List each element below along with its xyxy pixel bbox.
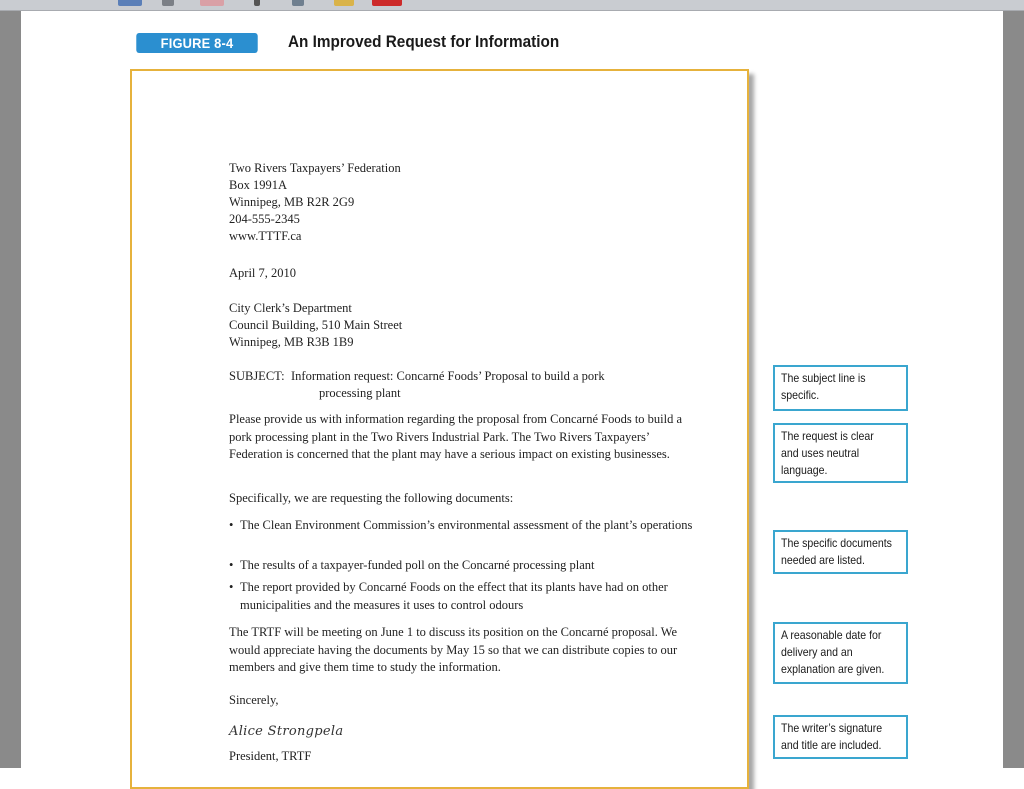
bullet-marker: • xyxy=(229,580,234,594)
bullet-marker: • xyxy=(229,518,234,532)
subject-label: SUBJECT: xyxy=(229,369,285,383)
bullet-marker: • xyxy=(229,558,234,572)
toolbar-blue-icon[interactable] xyxy=(118,0,142,6)
toolbar-red-icon[interactable] xyxy=(372,0,402,6)
sender-line: Box 1991A xyxy=(229,178,287,192)
note-line: explanation are given. xyxy=(781,662,885,676)
note-line: delivery and an xyxy=(781,645,853,659)
recipient-line: Council Building, 510 Main Street xyxy=(229,318,403,332)
sender-line: 204-555-2345 xyxy=(229,212,300,226)
list-item: The Clean Environment Commission’s environmental assessment of the plant’s operations xyxy=(240,518,693,532)
toolbar-circle-icon[interactable] xyxy=(292,0,304,6)
annotation-note xyxy=(773,423,908,483)
list-item: The results of a taxpayer-funded poll on the Concarné processing plant xyxy=(240,558,595,572)
note-line: and title are included. xyxy=(781,738,882,752)
letter-date: April 7, 2010 xyxy=(229,266,297,280)
recipient-line: Winnipeg, MB R3B 1B9 xyxy=(229,335,354,349)
toolbar-gray-icon[interactable] xyxy=(162,0,174,6)
annotation-note xyxy=(773,715,908,759)
note-line: The request is clear xyxy=(781,429,874,443)
sender-line: Two Rivers Taxpayers’ Federation xyxy=(229,161,401,175)
signature: Alice Strongpela xyxy=(229,724,344,739)
viewer-toolbar xyxy=(0,0,1024,11)
annotation-note xyxy=(773,622,908,684)
annotation-note xyxy=(773,365,908,411)
body-paragraph: Please provide us with information regarding the proposal from Concarné Foods to build a pork processing plant in the Two Rivers Industrial Park. The Two Rivers Taxpayers’ Federation is concerned that the plant may have a serious impact on existing businesses. xyxy=(229,412,683,461)
recipient-line: City Clerk’s Department xyxy=(229,301,352,315)
left-gutter xyxy=(0,11,21,768)
subject-line-continued: processing plant xyxy=(319,386,401,400)
closing: Sincerely, xyxy=(229,693,279,707)
note-line: and uses neutral xyxy=(781,446,860,460)
sender-line: www.TTTF.ca xyxy=(229,229,302,243)
note-line: needed are listed. xyxy=(781,553,865,567)
annotation-note xyxy=(773,530,908,574)
toolbar-rose-icon[interactable] xyxy=(200,0,224,6)
note-line: A reasonable date for xyxy=(781,628,882,642)
note-line: The specific documents xyxy=(781,536,892,550)
signer-title: President, TRTF xyxy=(229,749,312,763)
toolbar-yellow-icon[interactable] xyxy=(334,0,354,6)
note-line: The subject line is xyxy=(781,371,866,385)
sender-line: Winnipeg, MB R2R 2G9 xyxy=(229,195,355,209)
note-line: The writer’s signature xyxy=(781,721,883,735)
body-paragraph: The TRTF will be meeting on June 1 to discuss its position on the Concarné proposal. We would appreciate having the documents by May 15 so that we can distribute copies to our members and give them time to study the information. xyxy=(229,625,678,674)
toolbar-dark-icon[interactable] xyxy=(254,0,260,6)
list-item: The report provided by Concarné Foods on the effect that its plants have had on other municipalities and the measures it uses to control odours xyxy=(240,580,668,612)
right-gutter xyxy=(1003,11,1024,768)
note-line: specific. xyxy=(781,388,820,402)
figure-title: An Improved Request for Information xyxy=(288,32,560,51)
note-line: language. xyxy=(781,463,828,477)
body-paragraph: Specifically, we are requesting the following documents: xyxy=(229,491,514,505)
subject-line: Information request: Concarné Foods’ Proposal to build a pork xyxy=(291,369,605,383)
figure-label: FIGURE 8-4 xyxy=(136,33,257,53)
